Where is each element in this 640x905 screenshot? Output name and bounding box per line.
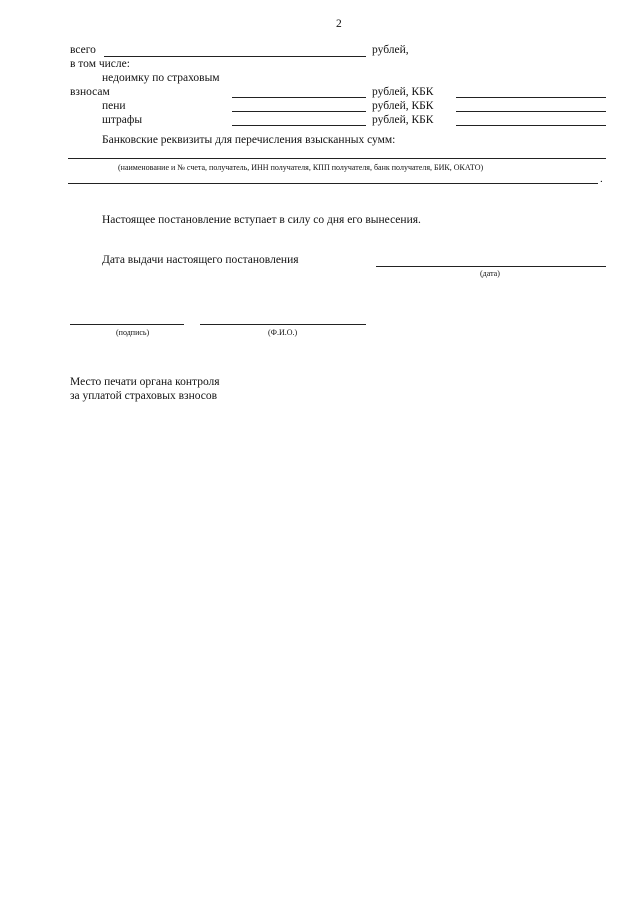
page-number: 2 (336, 18, 342, 30)
issue-date-line (376, 266, 606, 267)
arrears-amount-line (232, 97, 366, 98)
arrears-unit: рублей, КБК (372, 86, 434, 98)
bank-requisites-line-1 (68, 158, 606, 159)
penalties-label: пени (102, 100, 126, 112)
fines-kbk-line (456, 125, 606, 126)
total-amount-line (104, 56, 366, 57)
bank-requisites-end-mark: . (600, 173, 603, 185)
arrears-label-line2: взносам (70, 86, 110, 98)
including-label: в том числе: (70, 58, 130, 70)
bank-requisites-heading: Банковские реквизиты для перечисления взысканных сумм: (102, 134, 396, 146)
effective-clause: Настоящее постановление вступает в силу со дня его вынесения. (102, 214, 421, 226)
total-label: всего (70, 44, 96, 56)
full-name-line (200, 324, 366, 325)
penalties-kbk-line (456, 111, 606, 112)
signature-caption: (подпись) (116, 328, 150, 337)
signature-line (70, 324, 184, 325)
fines-unit: рублей, КБК (372, 114, 434, 126)
penalties-amount-line (232, 111, 366, 112)
arrears-label-line1: недоимку по страховым (102, 72, 220, 84)
total-unit: рублей, (372, 44, 409, 56)
bank-requisites-caption: (наименование и № счета, получатель, ИНН получателя, КПП получателя, банк получателя, БИК, ОКАТО) (118, 163, 484, 172)
arrears-kbk-line (456, 97, 606, 98)
issue-date-label: Дата выдачи настоящего постановления (102, 254, 299, 266)
fines-label: штрафы (102, 114, 143, 126)
penalties-unit: рублей, КБК (372, 100, 434, 112)
stamp-place-line2: за уплатой страховых взносов (70, 390, 218, 402)
fines-amount-line (232, 125, 366, 126)
stamp-place-line1: Место печати органа контроля (70, 376, 220, 388)
bank-requisites-line-2 (68, 183, 598, 184)
issue-date-caption: (дата) (480, 269, 500, 278)
full-name-caption: (Ф.И.О.) (268, 328, 298, 337)
